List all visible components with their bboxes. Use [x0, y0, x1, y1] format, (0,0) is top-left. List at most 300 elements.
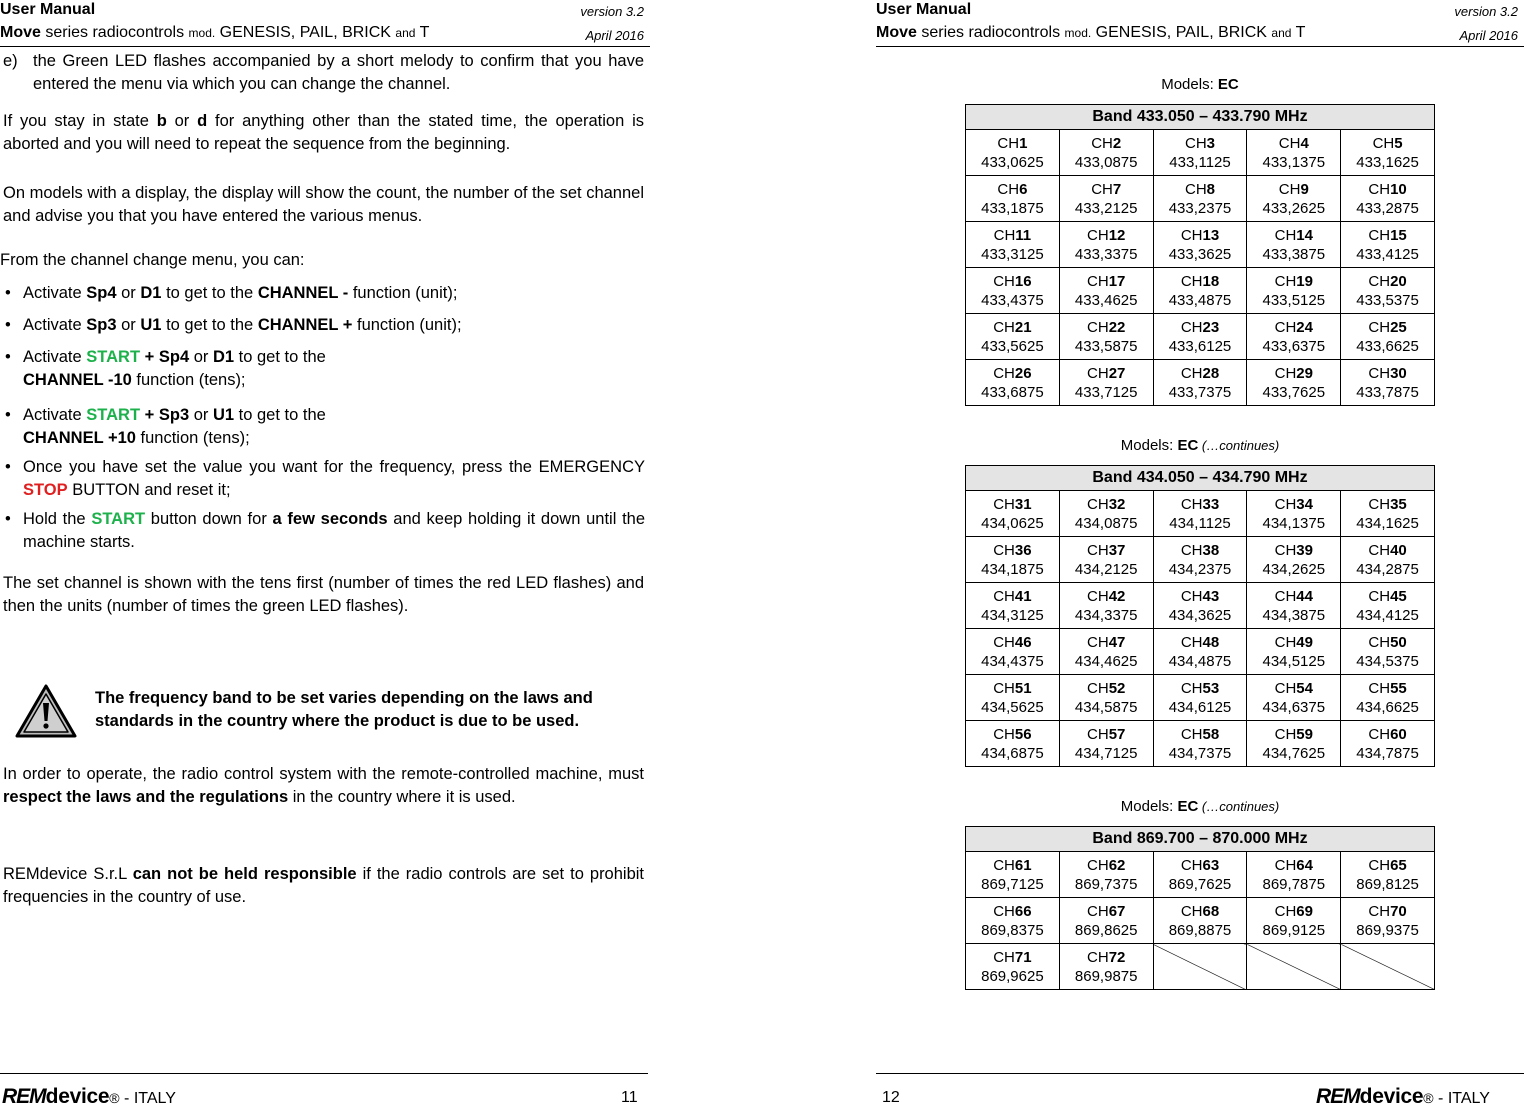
channel-prefix: CH	[1184, 180, 1207, 198]
logo-rem: REM	[1316, 1085, 1360, 1108]
text-run: to get to the	[161, 316, 258, 334]
channel-number: 17	[1108, 272, 1126, 290]
channel-frequency: 869,8125	[1356, 875, 1419, 893]
channel-number: 23	[1202, 318, 1220, 336]
channel-prefix: CH	[1368, 633, 1391, 651]
continues-label: (…continues)	[1198, 438, 1280, 453]
channel-prefix: CH	[993, 856, 1015, 874]
channel-cell	[1341, 675, 1435, 721]
channel-frequency: 433,3375	[1074, 245, 1138, 263]
channel-prefix: CH	[993, 587, 1015, 605]
function-name: CHANNEL +10	[23, 429, 136, 447]
channel-frequency: 434,7625	[1262, 744, 1326, 762]
table-row	[966, 268, 1435, 314]
table-row	[966, 360, 1435, 406]
channel-cell	[1247, 130, 1341, 176]
channel-frequency: 869,9875	[1074, 967, 1138, 985]
channel-frequency: 433,3875	[1262, 245, 1326, 263]
logo-country: - ITALY	[1433, 1090, 1490, 1107]
mod-label: mod.	[188, 26, 216, 40]
channel-prefix: CH	[1368, 364, 1391, 382]
channel-prefix: CH	[1180, 318, 1203, 336]
channel-frequency: 433,1125	[1169, 153, 1231, 171]
channel-cell	[1059, 583, 1153, 629]
channel-cell	[1059, 314, 1153, 360]
channel-frequency: 433,6625	[1356, 337, 1419, 355]
channel-prefix: CH	[1180, 856, 1203, 874]
channel-number: 57	[1108, 725, 1126, 743]
channel-prefix: CH	[1087, 587, 1109, 605]
channel-cell	[1341, 583, 1435, 629]
channel-frequency: 869,7625	[1168, 875, 1232, 893]
channel-prefix: CH	[1368, 856, 1391, 874]
channel-number: 16	[1014, 272, 1032, 290]
channel-frequency: 433,6125	[1168, 337, 1232, 355]
channel-prefix: CH	[1368, 318, 1391, 336]
channel-cell	[1059, 360, 1153, 406]
channel-cell	[1153, 898, 1247, 944]
channel-cell	[966, 629, 1060, 675]
manual-version: version 3.2	[580, 4, 644, 19]
channel-number: 35	[1390, 495, 1407, 513]
duration-label: a few seconds	[272, 510, 388, 528]
channel-cell	[1059, 491, 1153, 537]
channel-number: 15	[1390, 226, 1407, 244]
band-table-3	[965, 826, 1435, 990]
bullet-dot: •	[5, 510, 11, 528]
table-row	[966, 898, 1435, 944]
channel-number: 51	[1014, 679, 1032, 697]
text-run: In order to operate, the radio control system with the remote-controlled machine, must	[3, 765, 644, 783]
channel-frequency: 434,3625	[1168, 606, 1232, 624]
continues-label: (…continues)	[1198, 799, 1280, 814]
key-sp3: Sp3	[86, 316, 117, 334]
stop-label: STOP	[23, 481, 68, 499]
text-run: Activate	[23, 348, 87, 366]
channel-prefix: CH	[1091, 180, 1113, 198]
channel-frequency: 433,6875	[981, 383, 1044, 401]
models-caption-1	[876, 76, 1524, 93]
channel-number: 10	[1390, 180, 1407, 198]
text-run: function (unit);	[348, 284, 458, 302]
channel-frequency: 869,9625	[981, 967, 1044, 985]
text-run: or	[166, 112, 198, 130]
channel-cell	[1059, 176, 1153, 222]
key-d1: D1	[212, 348, 235, 366]
channel-frequency: 433,7125	[1074, 383, 1138, 401]
text-run: if the radio controls are set to prohibit frequencies in the country of use.	[3, 865, 645, 906]
channel-number: 14	[1296, 226, 1313, 244]
header-row-1	[876, 0, 1524, 20]
channel-number: 63	[1202, 856, 1220, 874]
channel-frequency: 869,7875	[1262, 875, 1326, 893]
manual-date: April 2016	[585, 28, 644, 43]
channel-number: 65	[1390, 856, 1407, 874]
manual-version: version 3.2	[1454, 4, 1518, 19]
text-run: Models:	[1161, 76, 1218, 93]
channel-prefix: CH	[993, 902, 1015, 920]
channel-prefix: CH	[1274, 856, 1297, 874]
channel-prefix: CH	[1368, 725, 1391, 743]
channel-prefix: CH	[993, 725, 1015, 743]
channel-number: 9	[1300, 180, 1309, 198]
channel-prefix: CH	[1087, 541, 1109, 559]
channel-number: 28	[1202, 364, 1220, 382]
bullet-dot: •	[5, 406, 11, 424]
channel-cell	[1059, 268, 1153, 314]
channel-prefix: CH	[1368, 679, 1391, 697]
channel-prefix: CH	[1274, 679, 1297, 697]
channel-prefix: CH	[1274, 318, 1297, 336]
channel-number: 70	[1390, 902, 1407, 920]
channel-prefix: CH	[1087, 364, 1109, 382]
channel-number: 18	[1202, 272, 1220, 290]
text-run: or	[189, 348, 213, 366]
channel-number: 55	[1390, 679, 1407, 697]
channel-number: 69	[1296, 902, 1313, 920]
channel-cell	[1153, 852, 1247, 898]
channel-frequency: 433,2375	[1168, 199, 1232, 217]
channel-prefix: CH	[1274, 587, 1297, 605]
text-run: to get to the	[234, 348, 326, 366]
table-row	[966, 852, 1435, 898]
band-table-1	[965, 104, 1435, 406]
text-run: function (tens);	[131, 371, 246, 389]
channel-frequency: 434,4125	[1356, 606, 1419, 624]
channel-prefix: CH	[1180, 541, 1203, 559]
page-right	[876, 0, 1524, 1106]
channel-number: 31	[1014, 495, 1032, 513]
logo-device: device	[1359, 1085, 1424, 1108]
function-name: CHANNEL -	[257, 284, 349, 302]
empty-cell	[1341, 944, 1435, 990]
channel-cell	[1247, 268, 1341, 314]
channel-cell	[1341, 898, 1435, 944]
channel-prefix: CH	[1180, 679, 1203, 697]
channel-prefix: CH	[1368, 541, 1391, 559]
channel-cell	[1059, 675, 1153, 721]
channel-prefix: CH	[1278, 180, 1301, 198]
channel-prefix: CH	[1274, 364, 1297, 382]
manual-title: User Manual	[0, 1, 96, 18]
channel-number: 66	[1014, 902, 1032, 920]
channel-cell	[1247, 491, 1341, 537]
paragraph-menu-intro: From the channel change menu, you can:	[0, 251, 305, 269]
channel-cell	[1059, 222, 1153, 268]
key-sp4: + Sp4	[140, 348, 190, 366]
channel-prefix: CH	[1274, 541, 1297, 559]
channel-frequency: 869,7375	[1074, 875, 1138, 893]
channel-cell	[1341, 268, 1435, 314]
channel-number: 24	[1296, 318, 1313, 336]
channel-number: 40	[1390, 541, 1407, 559]
footer-rule	[876, 1073, 1524, 1074]
manual-title: User Manual	[876, 1, 972, 18]
emphasis: respect the laws and the regulations	[3, 788, 289, 806]
channel-number: 41	[1014, 587, 1032, 605]
channel-cell	[1153, 721, 1247, 767]
channel-number: 49	[1296, 633, 1313, 651]
channel-prefix: CH	[993, 226, 1016, 244]
channel-cell	[1247, 360, 1341, 406]
channel-number: 21	[1014, 318, 1032, 336]
channel-cell	[966, 314, 1060, 360]
product-name: Move	[876, 24, 917, 41]
channel-number: 45	[1390, 587, 1407, 605]
logo-reg: ®	[109, 1090, 120, 1106]
paragraph-led-count: The set channel is shown with the tens first (number of times the red LED flashes) and then the units (number of times the green LED flashes).	[3, 574, 644, 615]
channel-cell	[1153, 176, 1247, 222]
channel-prefix: CH	[993, 541, 1015, 559]
channel-number: 60	[1390, 725, 1407, 743]
channel-frequency: 869,9375	[1356, 921, 1419, 939]
channel-prefix: CH	[993, 948, 1015, 966]
channel-prefix: CH	[1368, 180, 1391, 198]
channel-number: 5	[1394, 134, 1403, 152]
state-b: b	[156, 112, 167, 130]
table-row	[966, 491, 1435, 537]
channel-prefix: CH	[1180, 587, 1203, 605]
channel-prefix: CH	[997, 180, 1020, 198]
product-desc: series radiocontrols	[40, 24, 189, 41]
table-row	[966, 537, 1435, 583]
channel-cell	[1247, 852, 1341, 898]
channel-number: 59	[1296, 725, 1313, 743]
text-run: or	[189, 406, 213, 424]
channel-prefix: CH	[1180, 902, 1203, 920]
channel-frequency: 869,8625	[1074, 921, 1138, 939]
channel-cell	[1341, 629, 1435, 675]
channel-prefix: CH	[1087, 495, 1109, 513]
bullet-dot: •	[5, 316, 11, 334]
channel-number: 4	[1300, 134, 1309, 152]
channel-number: 67	[1108, 902, 1126, 920]
channel-cell	[1247, 629, 1341, 675]
channel-frequency: 433,7625	[1262, 383, 1326, 401]
channel-prefix: CH	[993, 318, 1015, 336]
channel-cell	[1247, 898, 1341, 944]
channel-frequency: 433,4375	[981, 291, 1044, 309]
channel-cell	[966, 130, 1060, 176]
mod-label: mod.	[1064, 26, 1092, 40]
text-run: or	[116, 284, 141, 302]
models-list: GENESIS, PAIL, BRICK	[215, 24, 396, 41]
channel-cell	[1341, 537, 1435, 583]
channel-prefix: CH	[1184, 134, 1207, 152]
channel-cell	[966, 491, 1060, 537]
channel-frequency: 433,4625	[1074, 291, 1138, 309]
channel-frequency: 434,7125	[1074, 744, 1138, 762]
warning-text: The frequency band to be set varies depending on the laws and standards in the country where the product is due to be used.	[95, 689, 593, 730]
text-run: Activate	[23, 406, 87, 424]
header-row-2	[876, 23, 1524, 47]
channel-number: 27	[1108, 364, 1126, 382]
channel-prefix: CH	[1180, 272, 1203, 290]
channel-prefix: CH	[1368, 226, 1391, 244]
key-start: START	[91, 510, 146, 528]
channel-cell	[1247, 675, 1341, 721]
function-name: CHANNEL -10	[23, 371, 132, 389]
channel-cell	[966, 537, 1060, 583]
channel-frequency: 433,1875	[981, 199, 1044, 217]
table-row	[966, 176, 1435, 222]
channel-frequency: 434,5625	[981, 698, 1044, 716]
channel-cell	[1153, 130, 1247, 176]
logo-rem: REM	[2, 1085, 46, 1108]
text-run: Once you have set the value you want for the frequency, press the EMERGENCY	[23, 458, 645, 476]
paragraph-display: On models with a display, the display will show the count, the number of the set channel and advise you that you have entered the various menus.	[3, 184, 644, 225]
model-code: EC	[1177, 798, 1199, 815]
channel-cell	[966, 944, 1060, 990]
logo-device: device	[45, 1085, 110, 1108]
channel-number: 12	[1108, 226, 1126, 244]
channel-frequency: 433,5625	[981, 337, 1044, 355]
channel-number: 39	[1296, 541, 1313, 559]
page-number: 11	[621, 1089, 638, 1106]
channel-cell	[1247, 222, 1341, 268]
models-list: GENESIS, PAIL, BRICK	[1091, 24, 1272, 41]
channel-number: 38	[1202, 541, 1220, 559]
channel-frequency: 434,3875	[1262, 606, 1326, 624]
channel-cell	[1153, 222, 1247, 268]
channel-number: 11	[1015, 226, 1032, 244]
empty-cell	[1153, 944, 1247, 990]
channel-frequency: 869,8875	[1168, 921, 1232, 939]
channel-number: 68	[1202, 902, 1220, 920]
channel-frequency: 433,0875	[1074, 153, 1138, 171]
channel-cell	[1153, 268, 1247, 314]
channel-number: 56	[1014, 725, 1032, 743]
channel-cell	[1247, 583, 1341, 629]
header-row-2	[0, 23, 650, 47]
channel-frequency: 433,2625	[1262, 199, 1326, 217]
channel-prefix: CH	[1274, 495, 1297, 513]
channel-cell	[1341, 314, 1435, 360]
channel-number: 44	[1296, 587, 1313, 605]
channel-cell	[1153, 314, 1247, 360]
models-caption-2	[876, 437, 1524, 454]
channel-cell	[966, 176, 1060, 222]
channel-frequency: 433,5875	[1074, 337, 1138, 355]
channel-frequency: 434,4875	[1168, 652, 1232, 670]
channel-frequency: 433,7375	[1168, 383, 1232, 401]
channel-frequency: 433,3625	[1168, 245, 1232, 263]
channel-number: 2	[1112, 134, 1122, 152]
channel-frequency: 869,9125	[1262, 921, 1326, 939]
channel-cell	[1341, 852, 1435, 898]
channel-cell	[1059, 944, 1153, 990]
channel-number: 26	[1014, 364, 1032, 382]
channel-frequency: 434,7875	[1356, 744, 1419, 762]
channel-prefix: CH	[1274, 902, 1297, 920]
channel-frequency: 434,2625	[1262, 560, 1326, 578]
channel-number: 7	[1112, 180, 1122, 198]
channel-frequency: 433,2125	[1074, 199, 1138, 217]
channel-cell	[966, 898, 1060, 944]
channel-number: 54	[1296, 679, 1313, 697]
text-run: Models:	[1120, 437, 1178, 454]
channel-prefix: CH	[1087, 679, 1109, 697]
channel-frequency: 433,6375	[1262, 337, 1326, 355]
channel-prefix: CH	[993, 679, 1015, 697]
channel-frequency: 433,5375	[1356, 291, 1419, 309]
channel-number: 36	[1014, 541, 1032, 559]
bullet-dot: •	[5, 458, 11, 476]
company-logo	[2, 1085, 176, 1111]
model-code: EC	[1217, 76, 1239, 93]
channel-frequency: 434,3375	[1074, 606, 1138, 624]
channel-prefix: CH	[993, 633, 1015, 651]
channel-cell	[1059, 629, 1153, 675]
table-row	[966, 130, 1435, 176]
channel-cell	[1341, 491, 1435, 537]
channel-cell	[966, 222, 1060, 268]
channel-cell	[966, 268, 1060, 314]
function-name: CHANNEL +	[257, 316, 353, 334]
page-number: 12	[882, 1089, 900, 1106]
channel-prefix: CH	[1274, 226, 1297, 244]
channel-prefix: CH	[1274, 272, 1297, 290]
text-run: or	[116, 316, 141, 334]
text-run: REMdevice S.r.L	[3, 865, 133, 883]
channel-number: 13	[1202, 226, 1220, 244]
channel-prefix: CH	[993, 495, 1015, 513]
models-caption-3	[876, 798, 1524, 815]
model-t: T	[415, 24, 430, 41]
channel-cell	[966, 583, 1060, 629]
text-run: and keep holding it down until the machine starts.	[23, 510, 646, 551]
channel-frequency: 433,4125	[1356, 245, 1419, 263]
channel-number: 71	[1014, 948, 1032, 966]
channel-prefix: CH	[1180, 725, 1203, 743]
channel-frequency: 434,6375	[1262, 698, 1326, 716]
table-row	[966, 944, 1435, 990]
channel-number: 3	[1206, 134, 1215, 152]
channel-number: 42	[1108, 587, 1126, 605]
text-run: button down for	[145, 510, 273, 528]
key-sp3: + Sp3	[140, 406, 190, 424]
product-desc: series radiocontrols	[916, 24, 1065, 41]
band-title: Band 869.700 – 870.000 MHz	[966, 827, 1435, 852]
channel-frequency: 434,1625	[1356, 514, 1419, 532]
band-title: Band 434.050 – 434.790 MHz	[966, 466, 1435, 491]
manual-date: April 2016	[1459, 28, 1518, 43]
text-run: Activate	[23, 316, 87, 334]
paragraph-respect-laws	[3, 763, 644, 809]
channel-frequency: 434,5875	[1074, 698, 1138, 716]
item-e-label: e)	[3, 52, 18, 70]
channel-cell	[1059, 898, 1153, 944]
and-label: and	[1271, 26, 1292, 40]
item-e	[3, 50, 644, 96]
channel-cell	[1153, 491, 1247, 537]
channel-cell	[1153, 360, 1247, 406]
band-table-2	[965, 465, 1435, 767]
channel-frequency: 433,3125	[981, 245, 1044, 263]
channel-cell	[1341, 130, 1435, 176]
channel-number: 34	[1296, 495, 1313, 513]
channel-cell	[1153, 583, 1247, 629]
channel-frequency: 434,6625	[1356, 698, 1419, 716]
channel-prefix: CH	[1087, 948, 1109, 966]
channel-number: 33	[1202, 495, 1220, 513]
table-row	[966, 222, 1435, 268]
paragraph-abort	[3, 110, 644, 156]
channel-frequency: 433,4875	[1168, 291, 1232, 309]
text-run: Models:	[1120, 798, 1178, 815]
channel-number: 46	[1014, 633, 1032, 651]
logo-reg: ®	[1423, 1090, 1434, 1106]
